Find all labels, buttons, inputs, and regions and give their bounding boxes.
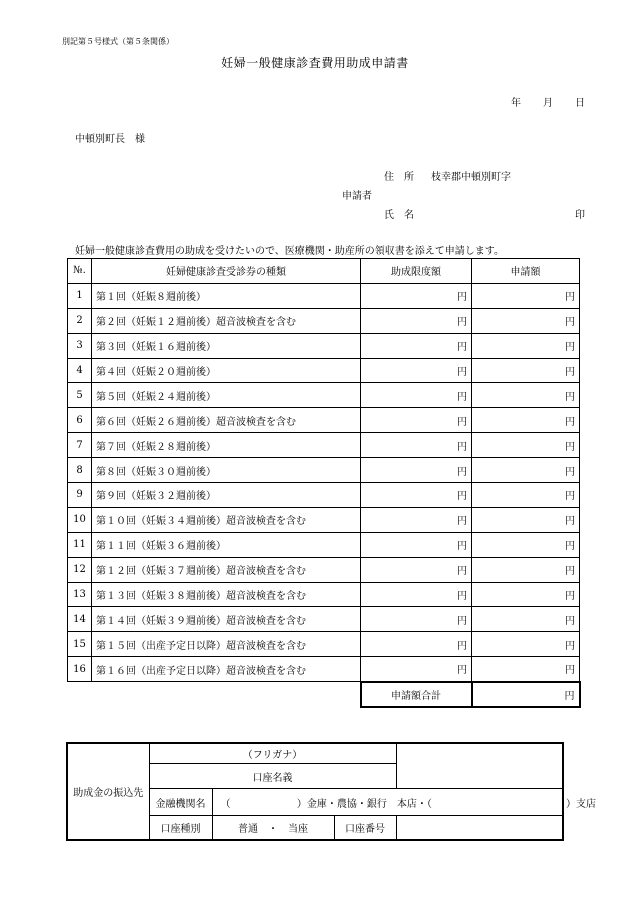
limit-amount-cell: 円 (361, 507, 472, 532)
institution-open-paren: （ (220, 798, 231, 810)
limit-amount-cell: 円 (361, 433, 472, 458)
table-row (68, 632, 580, 657)
date-day-label: 日 (575, 98, 585, 109)
table-header-row (68, 259, 580, 284)
table-row (68, 483, 580, 508)
table-row (68, 532, 580, 557)
limit-amount-cell: 円 (361, 408, 472, 433)
row-number: 7 (68, 433, 92, 458)
account-name-label: 口座名義 (149, 763, 396, 789)
address-label: 住 所 (384, 172, 414, 183)
total-row (68, 682, 580, 707)
furigana-label: （フリガナ） (149, 743, 396, 763)
date-month-label: 月 (543, 98, 553, 109)
institution-types: ）金庫・農協・銀行 本店・（ (296, 798, 432, 810)
limit-amount-cell: 円 (361, 333, 472, 358)
checkup-type: 第２回（妊娠１２週前後）超音波検査を含む (92, 308, 361, 333)
request-amount-cell[interactable]: 円 (472, 582, 580, 607)
limit-amount-cell: 円 (361, 458, 472, 483)
checkup-table (67, 258, 581, 708)
row-number: 10 (68, 507, 92, 532)
checkup-type: 第４回（妊娠２０週前後） (92, 358, 361, 383)
table-row (68, 458, 580, 483)
table-row (68, 283, 580, 308)
table-row (68, 358, 580, 383)
limit-amount-cell: 円 (361, 557, 472, 582)
limit-amount-cell: 円 (361, 532, 472, 557)
checkup-type: 第１６回（出産予定日以降）超音波検査を含む (92, 657, 361, 682)
limit-amount-cell: 円 (361, 483, 472, 508)
request-amount-cell[interactable]: 円 (472, 483, 580, 508)
form-id: 別記第５号様式（第５条関係） (62, 37, 174, 46)
limit-amount-cell: 円 (361, 632, 472, 657)
row-number: 5 (68, 383, 92, 408)
table-row (68, 408, 580, 433)
request-amount-cell[interactable]: 円 (472, 632, 580, 657)
account-type-label: 口座種別 (149, 815, 212, 840)
checkup-type: 第１５回（出産予定日以降）超音波検査を含む (92, 632, 361, 657)
request-amount-cell[interactable]: 円 (472, 358, 580, 383)
total-label: 申請額合計 (361, 682, 472, 707)
checkup-type: 第１０回（妊娠３４週前後）超音波検査を含む (92, 507, 361, 532)
intro-text: 妊婦一般健康診査費用の助成を受けたいので、医療機関・助産所の領収書を添えて申請します。 (75, 246, 504, 257)
limit-amount-cell: 円 (361, 308, 472, 333)
row-number: 1 (68, 283, 92, 308)
row-number: 4 (68, 358, 92, 383)
checkup-type: 第９回（妊娠３２週前後） (92, 483, 361, 508)
row-number: 12 (68, 557, 92, 582)
table-row (68, 657, 580, 682)
table-row (68, 582, 580, 607)
checkup-type: 第１１回（妊娠３６週前後） (92, 532, 361, 557)
account-name-field[interactable] (396, 743, 563, 789)
request-amount-cell[interactable]: 円 (472, 333, 580, 358)
table-row (68, 607, 580, 632)
limit-amount-cell: 円 (361, 283, 472, 308)
checkup-type: 第１３回（妊娠３８週前後）超音波検査を含む (92, 582, 361, 607)
institution-field[interactable] (212, 789, 563, 816)
table-row (68, 507, 580, 532)
col-header-type: 妊婦健康診査受診券の種類 (92, 259, 361, 284)
row-number: 16 (68, 657, 92, 682)
limit-amount-cell: 円 (361, 582, 472, 607)
table-row (68, 557, 580, 582)
request-amount-cell[interactable]: 円 (472, 607, 580, 632)
request-amount-cell[interactable]: 円 (472, 433, 580, 458)
institution-label: 金融機関名 (149, 789, 212, 816)
checkup-type: 第１回（妊娠８週前後） (92, 283, 361, 308)
checkup-type: 第７回（妊娠２８週前後） (92, 433, 361, 458)
addressee: 中頓別町長 様 (75, 134, 145, 145)
row-number: 9 (68, 483, 92, 508)
checkup-type: 第１４回（妊娠３９週前後）超音波検査を含む (92, 607, 361, 632)
row-number: 6 (68, 408, 92, 433)
row-number: 11 (68, 532, 92, 557)
checkup-type: 第５回（妊娠２４週前後） (92, 383, 361, 408)
row-number: 3 (68, 333, 92, 358)
branch-suffix: ）支店 (566, 798, 597, 810)
col-header-no: №. (68, 259, 92, 284)
name-label: 氏 名 (384, 210, 414, 221)
address-value[interactable]: 枝幸郡中頓別町字 (431, 172, 511, 183)
row-number: 14 (68, 607, 92, 632)
row-number: 15 (68, 632, 92, 657)
col-header-request: 申請額 (472, 259, 580, 284)
checkup-type: 第１２回（妊娠３７週前後）超音波検査を含む (92, 557, 361, 582)
request-amount-cell[interactable]: 円 (472, 383, 580, 408)
row-number: 13 (68, 582, 92, 607)
limit-amount-cell: 円 (361, 607, 472, 632)
bank-transfer-table (66, 742, 597, 841)
limit-amount-cell: 円 (361, 383, 472, 408)
request-amount-cell[interactable]: 円 (472, 507, 580, 532)
table-row (68, 333, 580, 358)
checkup-type: 第３回（妊娠１６週前後） (92, 333, 361, 358)
request-amount-cell[interactable]: 円 (472, 458, 580, 483)
date-year-label: 年 (511, 98, 521, 109)
table-row (68, 433, 580, 458)
account-number-label: 口座番号 (334, 815, 396, 840)
request-amount-cell[interactable]: 円 (472, 408, 580, 433)
table-row (68, 308, 580, 333)
request-amount-cell[interactable]: 円 (472, 283, 580, 308)
col-header-limit: 助成限度額 (361, 259, 472, 284)
request-amount-cell[interactable]: 円 (472, 657, 580, 682)
applicant-label: 申請者 (342, 191, 372, 202)
row-number: 8 (68, 458, 92, 483)
checkup-type: 第８回（妊娠３０週前後） (92, 458, 361, 483)
account-number-field[interactable] (396, 815, 563, 840)
request-amount-cell[interactable]: 円 (472, 557, 580, 582)
page-title: 妊婦一般健康診査費用助成申請書 (221, 56, 409, 70)
row-number: 2 (68, 308, 92, 333)
limit-amount-cell: 円 (361, 657, 472, 682)
table-row (68, 383, 580, 408)
seal-mark: 印 (575, 210, 585, 221)
bank-section-label: 助成金の振込先 (67, 743, 149, 840)
request-amount-cell[interactable]: 円 (472, 308, 580, 333)
request-amount-cell[interactable]: 円 (472, 532, 580, 557)
limit-amount-cell: 円 (361, 358, 472, 383)
total-amount-cell[interactable]: 円 (472, 682, 580, 707)
account-type-options[interactable]: 普通 ・ 当座 (212, 815, 334, 840)
checkup-type: 第６回（妊娠２６週前後）超音波検査を含む (92, 408, 361, 433)
